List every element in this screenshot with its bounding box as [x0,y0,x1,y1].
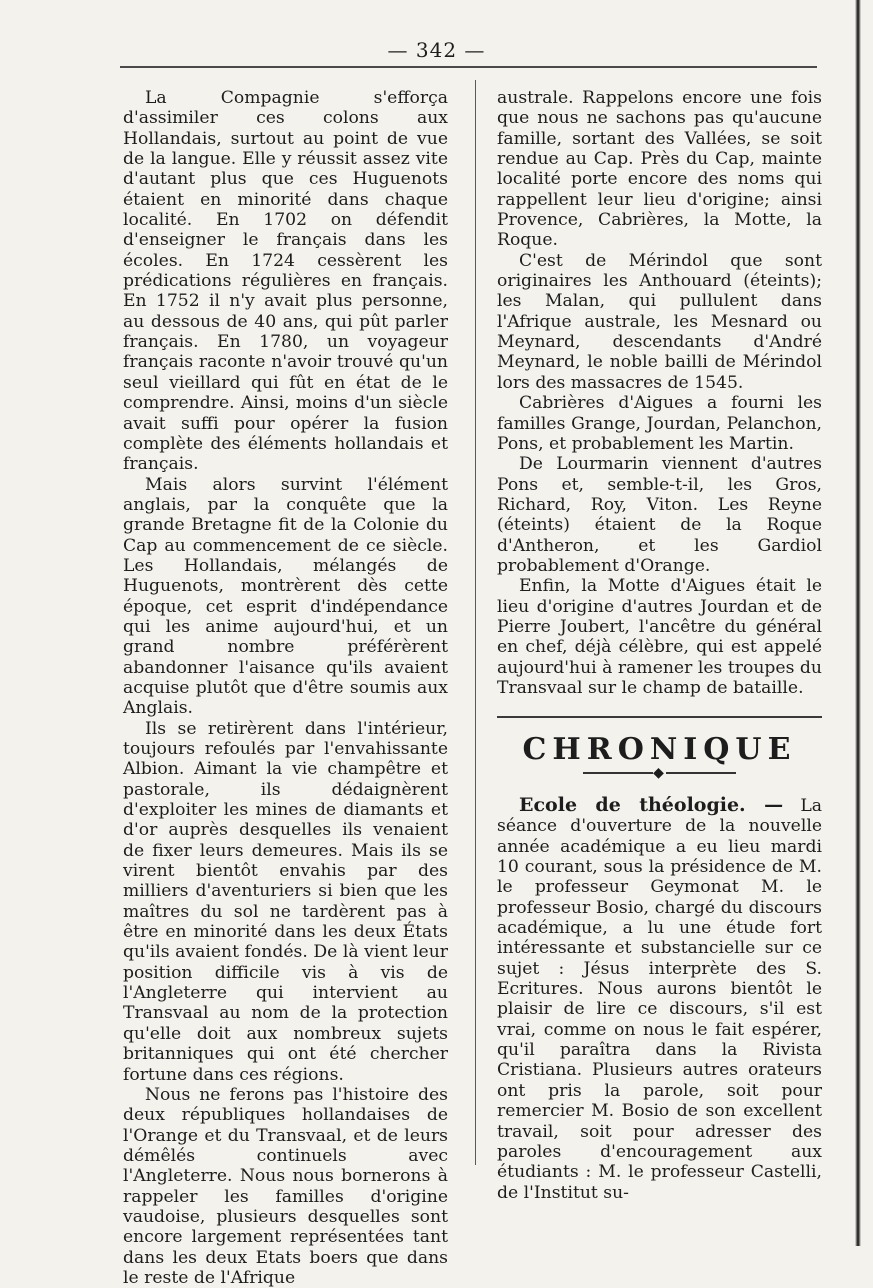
left-column [123,88,448,1288]
header-rule [120,66,817,68]
scan-edge-line [855,0,861,1246]
paragraph: australe. Rappelons encore une fois que nous ne sachons pas qu'aucune famille, sortant des Vallées, se soit rendue au Cap. Près du Cap, mainte localité porte encore des noms qui rappellent leur lieu d'origine; ainsi Provence, Cabrières, la Motte, la Roque. [497,88,822,251]
paragraph: La Compagnie s'efforça d'assimiler ces colons aux Hollandais, surtout au point de vue de la langue. Elle y réussit assez vite d'autant plus que ces Huguenots étaient en minorité dans chaque localité. En 1702 on défendit d'enseigner le français dans les écoles. En 1724 cessèrent les prédications régulières en français. En 1752 il n'y avait plus personne, au dessous de 40 ans, qui pût parler français. En 1780, un voyageur français raconte n'avoir trouvé qu'un seul vieillard qui fût en état de le comprendre. Ainsi, moins d'un siècle avait suffi pour opérer la fusion complète des éléments hollandais et français. [123,88,448,475]
paragraph: De Lourmarin viennent d'autres Pons et, semble-t-il, les Gros, Richard, Roy, Viton. Les Reyne (éteints) étaient de la Roque d'Antheron, et les Gardiol probablement d'Orange. [497,454,822,576]
page-number: — 342 — [387,38,486,62]
paragraph: Cabrières d'Aigues a fourni les familles Grange, Jourdan, Pelanchon, Pons, et probablement les Martin. [497,393,822,454]
right-column [497,88,822,1203]
chronique-heading: Ecole de théologie. — [519,794,784,816]
paragraph: Ils se retirèrent dans l'intérieur, toujours refoulés par l'envahissante Albion. Aimant la vie champêtre et pastorale, ils dédaignèrent d'exploiter les mines de diamants et d'or auprès desquelles ils venaient de fixer leurs demeures. Mais ils se virent bientôt envahis par des milliers d'aventuriers si bien que les maîtres du sol ne tardèrent pas à être en minorité dans les deux États qu'ils avaient fondés. De là vient leur position difficile vis à vis de l'Angleterre qui intervient au Transvaal au nom de la protection qu'elle doit aux nombreux sujets britanniques qui ont été chercher fortune dans ces régions. [123,718,448,1085]
section-rule [497,716,822,718]
column-divider [475,80,476,1165]
title-ornament: ◆ [497,763,822,783]
section-title: CHRONIQUE [522,732,797,768]
paragraph: C'est de Mérindol que sont originaires les Anthouard (éteints); les Malan, qui pullulent dans l'Afrique australe, les Mesnard ou Meynard, descendants d'André Meynard, le noble bailli de Mérindol lors des massacres de 1545. [497,250,822,393]
paragraph: Mais alors survint l'élément anglais, par la conquête que la grande Bretagne fit de la Colonie du Cap au commencement de ce siècle. Les Hollandais, mélangés de Huguenots, montrèrent dès cette époque, cet esprit d'indépendance qui les anime aujourd'hui, et un grand nombre préférèrent abandonner l'aisance qu'ils avaient acquise plutôt que d'être soumis aux Anglais. [123,474,448,719]
paragraph: Nous ne ferons pas l'histoire des deux républiques hollandaises de l'Orange et du Transvaal, et de leurs démêlés continuels avec l'Angleterre. Nous nous bornerons à rappeler les familles d'origine vaudoise, plusieurs desquelles sont encore largement représentées tant dans les deux Etats boers que dans le reste de l'Afrique [123,1084,448,1288]
chronique-text: La séance d'ouverture de la nouvelle année académique a eu lieu mardi 10 courant, sous la présidence de M. le professeur Geymonat M. le professeur Bosio, chargé du discours académique, a lu une étude fort intéressante et substancielle sur ce sujet : Jésus interprète des S. Ecritures. Nous aurons bientôt le plaisir de lire ce discours, s'il est vrai, comme on nous le fait espérer, qu'il paraîtra dans la Rivista Cristiana. Plusieurs autres orateurs ont pris la parole, soit pour remercier M. Bosio de son excellent travail, soit pour adresser des paroles d'encouragement aux étudiants : M. le professeur Castelli, de l'Institut su- [497,796,823,1203]
chronique-paragraph [497,795,822,1203]
paragraph: Enfin, la Motte d'Aigues était le lieu d'origine d'autres Jourdan et de Pierre Joubert, l'ancêtre du général en chef, déjà célèbre, qui est appelé aujourd'hui à ramener les troupes du Transvaal sur le champ de bataille. [497,576,822,698]
